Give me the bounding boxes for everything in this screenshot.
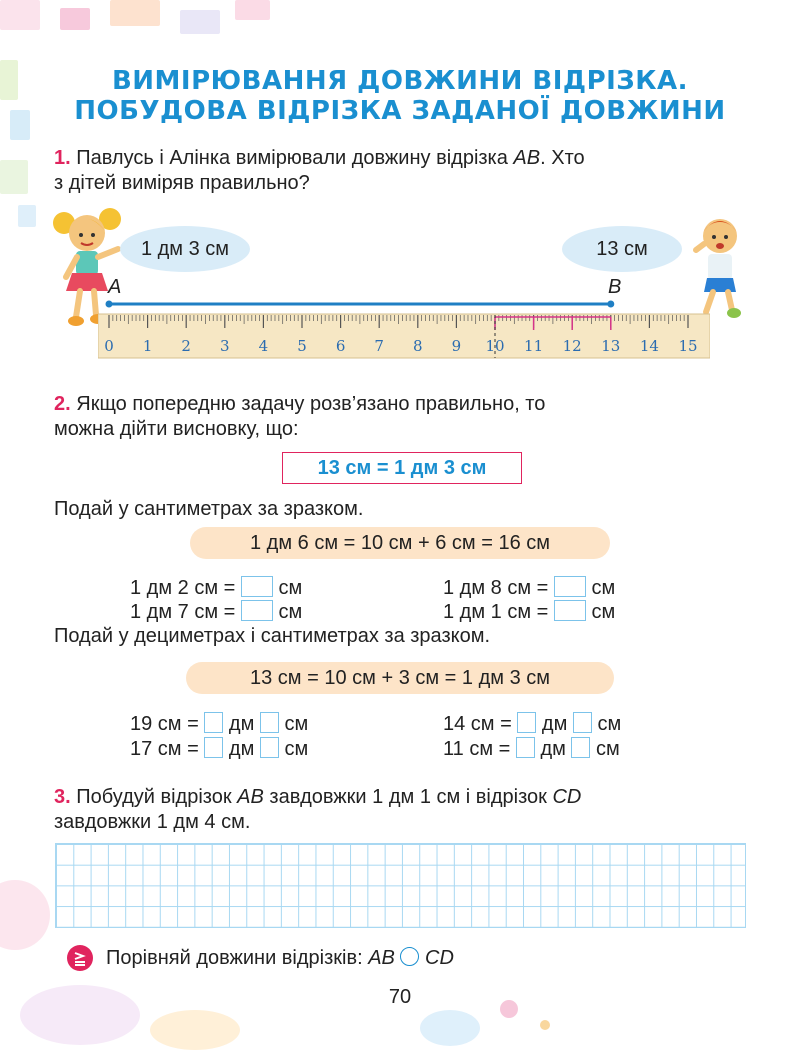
ruler-diagram [98, 270, 710, 360]
cm-exercise-1-left: 1 дм 2 см = [130, 577, 236, 599]
page-number: 70 [388, 986, 412, 1008]
decor-square [235, 0, 270, 20]
compare-cd: CD [425, 947, 454, 969]
cm-exercise-2 [443, 576, 615, 600]
example-centimeters [190, 527, 610, 559]
decor-bubble [540, 1020, 550, 1030]
task1-line2: з дітей виміряв правильно? [54, 172, 310, 194]
task1-text [54, 146, 754, 171]
decor-square [18, 205, 36, 227]
answer-box[interactable] [260, 737, 279, 758]
answer-box[interactable] [554, 600, 586, 621]
ruler-label: 12 [562, 337, 582, 355]
answer-box[interactable] [571, 737, 590, 758]
task3-text-b: завдовжки 1 дм 1 см і відрізок [263, 786, 553, 808]
boy-answer: 13 см [596, 238, 648, 260]
ruler-label: 13 [601, 337, 621, 355]
cm-exercise-2-unit: см [591, 577, 616, 599]
example-decimeters-text: 13 см = 10 см + 3 см = 1 дм 3 см [250, 667, 550, 689]
dm-exercise-2-dm: дм [541, 713, 568, 735]
ruler-label: 3 [220, 337, 230, 355]
dm-exercise-3-cm: см [284, 738, 309, 760]
point-a-label: A [108, 276, 122, 298]
girl-answer: 1 дм 3 см [140, 238, 230, 260]
answer-box[interactable] [554, 576, 586, 597]
dm-exercise-3-dm: дм [228, 738, 255, 760]
ruler-label: 14 [639, 337, 659, 355]
dm-exercise-4-dm: дм [540, 738, 566, 760]
example-centimeters-text: 1 дм 6 см = 10 см + 6 см = 16 см [250, 532, 550, 554]
ruler-label: 10 [485, 337, 505, 355]
dm-exercise-1-dm: дм [228, 713, 255, 735]
dm-exercise-2-left: 14 см = [443, 713, 512, 735]
cm-exercise-3 [130, 600, 302, 624]
answer-box[interactable] [241, 576, 273, 597]
answer-box[interactable] [260, 712, 279, 733]
decor-square [180, 10, 220, 34]
instruction-decimeters: Подай у дециметрах і сантиметрах за зразком. [54, 625, 491, 647]
dm-exercise-4-left: 11 см = [443, 738, 511, 760]
cm-exercise-1-unit: см [278, 577, 303, 599]
girl-speech-bubble [120, 226, 250, 272]
dm-exercise-1-left: 19 см = [130, 713, 199, 735]
task1-segment-ab: AB [513, 147, 541, 169]
cm-exercise-4-unit: см [591, 601, 616, 623]
task2-text: Якщо попередню задачу розв’язано правильно, то [70, 393, 546, 415]
cm-exercise-1 [130, 576, 302, 600]
dm-exercise-3 [130, 737, 308, 761]
ruler-label: 7 [374, 337, 384, 355]
decor-bubble [150, 1010, 240, 1050]
task3-text-a: Побудуй відрізок [70, 786, 238, 808]
dm-exercise-2 [443, 712, 621, 736]
example-decimeters [186, 662, 614, 694]
task3-line2: завдовжки 1 дм 4 см. [54, 811, 251, 833]
ruler-label: 9 [451, 337, 462, 355]
answer-box[interactable] [516, 737, 535, 758]
instruction-centimeters: Подай у сантиметрах за зразком. [54, 498, 364, 520]
dm-exercise-4 [443, 737, 620, 761]
task2-line2: можна дійти висновку, що: [54, 418, 299, 440]
drawing-grid[interactable] [55, 843, 746, 928]
answer-box[interactable] [517, 712, 536, 733]
task3-number: 3. [54, 786, 71, 808]
task3-segment-ab: AB [237, 786, 264, 808]
ruler-label: 4 [258, 337, 269, 355]
point-b [607, 301, 614, 308]
task1-text-a: Павлусь і Алінка вимірювали довжину відрізка [70, 147, 514, 169]
compare-text: Порівняй довжини відрізків: [106, 947, 369, 969]
task1-number: 1. [54, 147, 71, 169]
decor-square [60, 8, 90, 30]
task2-line1 [54, 392, 754, 417]
ruler-label: 8 [413, 337, 423, 355]
answer-box[interactable] [204, 712, 223, 733]
decor-square [0, 0, 40, 30]
compare-icon [66, 944, 94, 972]
cm-exercise-3-left: 1 дм 7 см = [130, 601, 236, 623]
cm-exercise-2-left: 1 дм 8 см = [443, 577, 549, 599]
page-title-line-1: ВИМІРЮВАННЯ ДОВЖИНИ ВІДРІЗКА. [111, 66, 689, 96]
ruler-label: 1 [142, 337, 153, 355]
dm-exercise-3-left: 17 см = [130, 738, 199, 760]
ruler-label: 5 [297, 337, 307, 355]
answer-box[interactable] [204, 737, 223, 758]
ruler-label: 11 [524, 337, 544, 355]
cm-exercise-4-left: 1 дм 1 см = [443, 601, 549, 623]
conclusion-text: 13 см = 1 дм 3 см [317, 457, 487, 479]
task2-number: 2. [54, 393, 71, 415]
dm-exercise-1 [130, 712, 308, 736]
page-title-line-2: ПОБУДОВА ВІДРІЗКА ЗАДАНОЇ ДОВЖИНИ [74, 96, 726, 126]
point-b-label: B [608, 276, 622, 298]
point-a [106, 301, 113, 308]
ruler-label: 15 [678, 337, 698, 355]
task3-segment-cd: CD [552, 786, 582, 808]
answer-box[interactable] [573, 712, 592, 733]
decor-square [0, 160, 28, 194]
dm-exercise-1-cm: см [284, 713, 309, 735]
dm-exercise-2-cm: см [597, 713, 622, 735]
ruler-label: 6 [335, 337, 346, 355]
boy-speech-bubble [562, 226, 682, 272]
task3-line1 [54, 785, 754, 810]
decor-bubble [0, 880, 50, 950]
decor-bubble [420, 1010, 480, 1046]
compare-line [106, 946, 454, 970]
task1-text-b: . Хто [540, 147, 585, 169]
dm-exercise-4-cm: см [595, 738, 620, 760]
decor-square [110, 0, 160, 26]
conclusion-box [282, 452, 522, 484]
answer-box[interactable] [241, 600, 273, 621]
cm-exercise-4 [443, 600, 615, 624]
compare-circle[interactable] [400, 947, 419, 966]
cm-exercise-3-unit: см [278, 601, 303, 623]
ruler-label: 0 [104, 337, 114, 355]
ruler-label: 2 [181, 337, 191, 355]
compare-ab: AB [368, 947, 395, 969]
